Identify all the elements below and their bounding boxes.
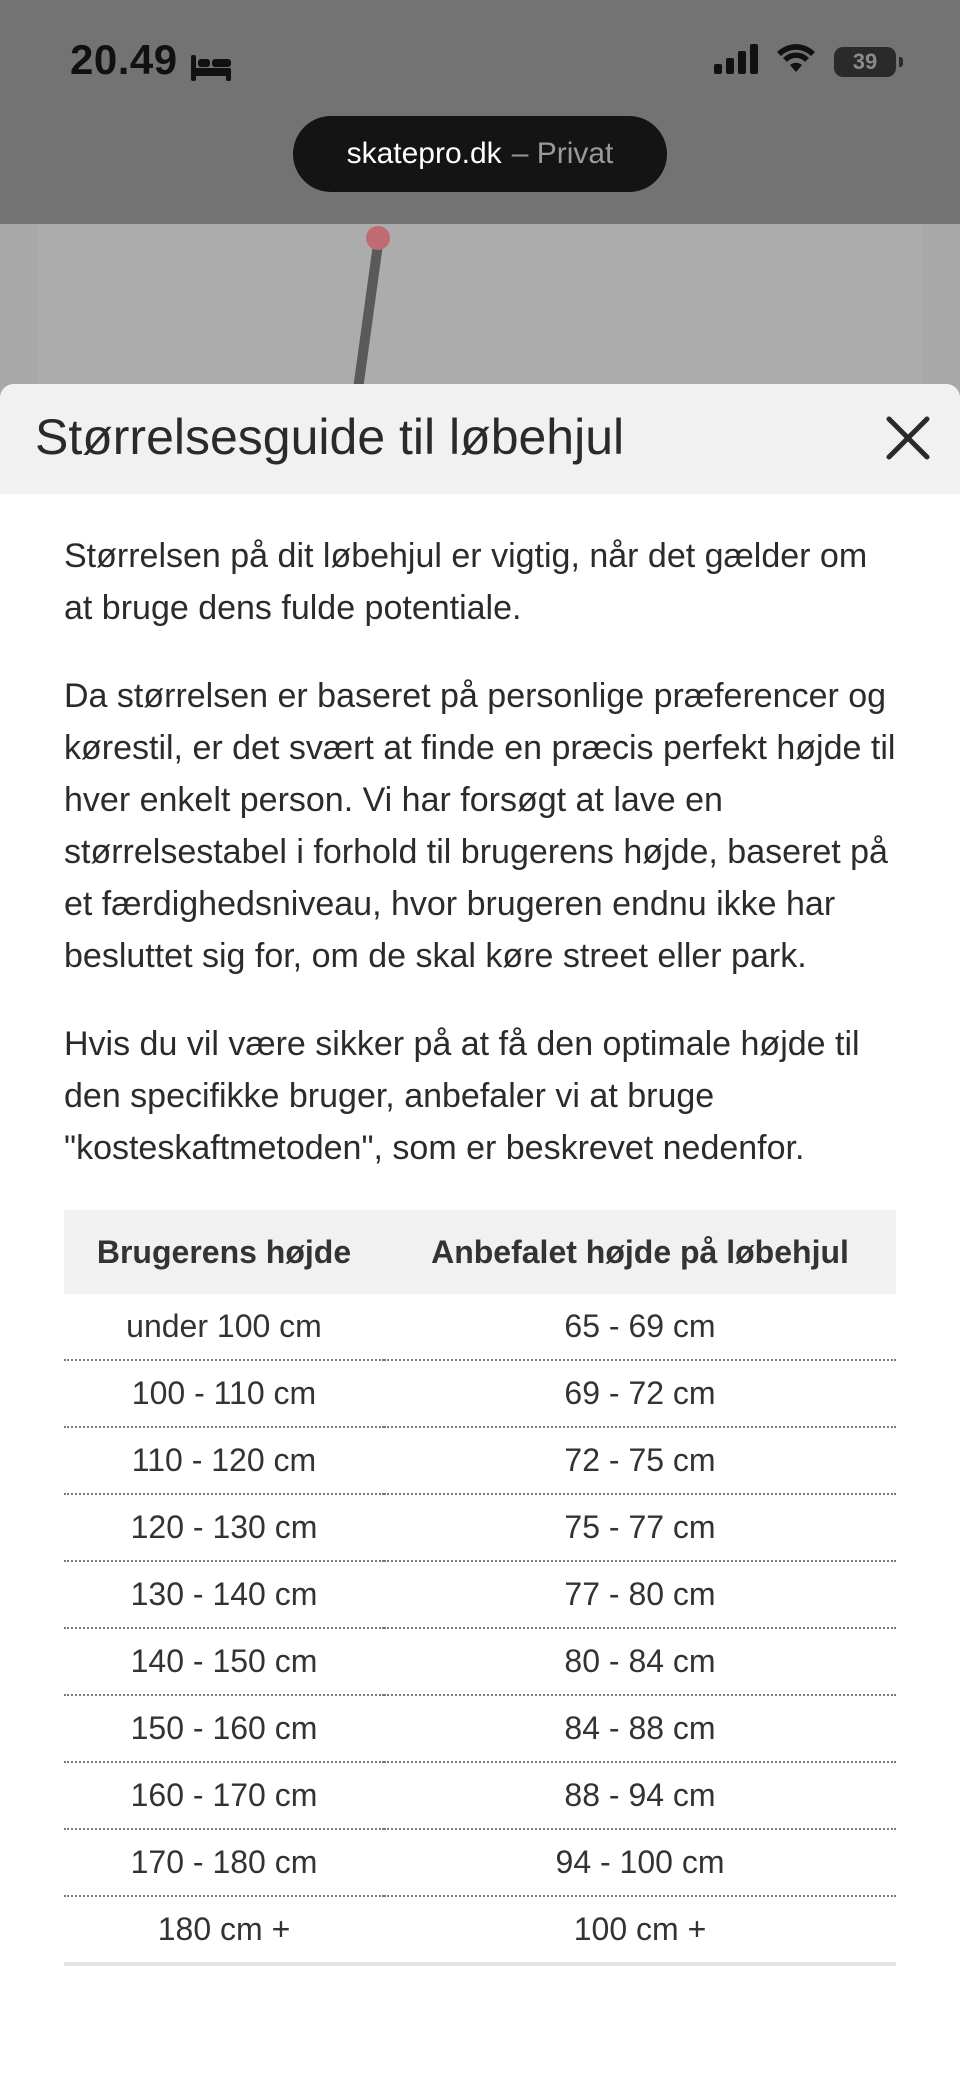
- scooter-height-cell: 80 - 84 cm: [384, 1628, 896, 1695]
- table-row: [64, 1360, 896, 1427]
- user-height-cell: 150 - 160 cm: [64, 1695, 384, 1762]
- table-header-row: [64, 1210, 896, 1294]
- size-guide-modal: [0, 384, 960, 2078]
- method-paragraph: Hvis du vil være sikker på at få den optimale højde til den specifikke bruger, anbefaler vi at bruge "kosteskaftmetoden", som er beskrevet nedenfor.: [64, 1025, 860, 1167]
- modal-title: Størrelsesguide til løbehjul: [35, 409, 625, 465]
- user-height-cell: 170 - 180 cm: [64, 1829, 384, 1896]
- url-domain: skatepro.dk: [346, 137, 502, 170]
- table-row: [64, 1561, 896, 1628]
- private-mode-label: – Privat: [511, 137, 614, 170]
- close-button[interactable]: [880, 410, 936, 466]
- scooter-height-cell: 77 - 80 cm: [384, 1561, 896, 1628]
- user-height-cell: 100 - 110 cm: [64, 1360, 384, 1427]
- scooter-height-cell: 88 - 94 cm: [384, 1762, 896, 1829]
- status-time-text: 20.49: [70, 36, 178, 83]
- table-row: [64, 1294, 896, 1360]
- scooter-height-cell: 69 - 72 cm: [384, 1360, 896, 1427]
- modal-header: [0, 384, 960, 494]
- product-background: [0, 224, 960, 404]
- scooter-height-cell: 75 - 77 cm: [384, 1494, 896, 1561]
- user-height-cell: 180 cm +: [64, 1896, 384, 1964]
- scooter-height-cell: 84 - 88 cm: [384, 1695, 896, 1762]
- battery-level: 39: [852, 48, 878, 74]
- scooter-height-cell: 65 - 69 cm: [384, 1294, 896, 1360]
- url-bar[interactable]: [293, 116, 667, 192]
- user-height-cell: 140 - 150 cm: [64, 1628, 384, 1695]
- table-row: [64, 1628, 896, 1695]
- table-row: [64, 1695, 896, 1762]
- explanation-paragraph: Da størrelsen er baseret på personlige præferencer og kørestil, er det svært at finde en præcis perfekt højde til hver enkelt person. Vi har forsøgt at lave en størrelsestabel i forhold til brugerens højde, baseret på et færdighedsniveau, hvor brugeren endnu ikke har besluttet sig for, om de skal køre street eller park.: [64, 677, 896, 975]
- table-row: [64, 1896, 896, 1964]
- status-time: [70, 36, 232, 84]
- scooter-image: [38, 224, 922, 404]
- scooter-height-cell: 72 - 75 cm: [384, 1427, 896, 1494]
- header-recommended-height: Anbefalet højde på løbehjul: [384, 1210, 896, 1294]
- modal-body: [0, 494, 960, 1966]
- table-row: [64, 1829, 896, 1896]
- header-user-height: Brugerens højde: [64, 1210, 384, 1294]
- size-table: [64, 1210, 896, 1966]
- status-icons: [714, 44, 896, 79]
- intro-paragraph: Størrelsen på dit løbehjul er vigtig, når det gælder om at bruge dens fulde potentiale.: [64, 537, 868, 627]
- user-height-cell: 130 - 140 cm: [64, 1561, 384, 1628]
- battery-icon: [834, 47, 896, 77]
- user-height-cell: under 100 cm: [64, 1294, 384, 1360]
- table-row: [64, 1762, 896, 1829]
- signal-icon: [714, 44, 758, 79]
- bed-icon: [190, 45, 232, 75]
- table-row: [64, 1427, 896, 1494]
- table-row: [64, 1494, 896, 1561]
- close-icon: [880, 410, 936, 466]
- wifi-icon: [776, 44, 816, 79]
- scooter-height-cell: 100 cm +: [384, 1896, 896, 1964]
- user-height-cell: 120 - 130 cm: [64, 1494, 384, 1561]
- product-image-area: [38, 224, 922, 404]
- user-height-cell: 110 - 120 cm: [64, 1427, 384, 1494]
- status-bar: [0, 0, 960, 224]
- user-height-cell: 160 - 170 cm: [64, 1762, 384, 1829]
- scooter-height-cell: 94 - 100 cm: [384, 1829, 896, 1896]
